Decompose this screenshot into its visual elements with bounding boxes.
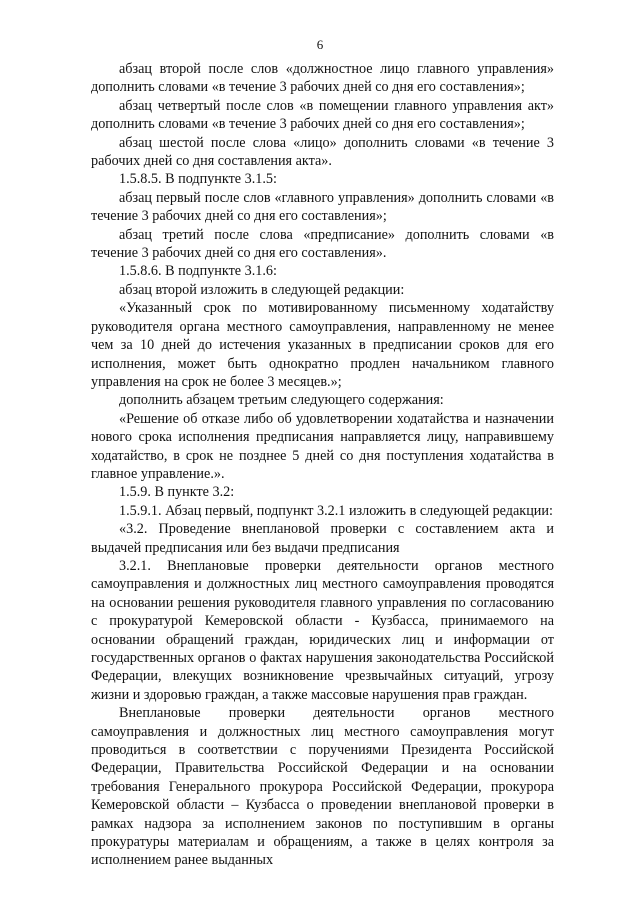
paragraph-amend-para6: абзац шестой после слова «лицо» дополнить словами «в течение 3 рабочих дней со дня составления акта». [91, 134, 554, 170]
subclause-heading-1-5-8-6: 1.5.8.6. В подпункте 3.1.6: [119, 263, 277, 280]
quoted-decision-text: «Решение об отказе либо об удовлетворении ходатайства и назначении нового срока исполнения предписания направляется лицу, направившему ходатайство, в срок не позднее 5 дней со дня поступления ходатайства в главное управление.». [91, 410, 554, 482]
page-number: 6 [316, 37, 324, 52]
quoted-extension-text: «Указанный срок по мотивированному письменному ходатайству руководителя органа местного самоуправления, направленному не менее чем за 10 дней до истечения указанных в предписании сроков для его исполнения, может быть однократно продлен начальником главного управления на срок не более 3 месяцев.»; [91, 300, 554, 390]
quoted-section-3-2-title: «3.2. Проведение внеплановой проверки с составлением акта и выдачей предписания или без выдачи предписания [91, 521, 554, 556]
paragraph-amend-para4: абзац четвертый после слов «в помещении главного управления акт» дополнить словами «в течение 3 рабочих дней со дня его составления»; [91, 97, 554, 133]
paragraph-3-1-5-first: абзац первый после слов «главного управления» дополнить словами «в течение 3 рабочих дней со дня его составления»; [91, 189, 554, 225]
paragraph-amend-para2: абзац второй после слов «должностное лицо главного управления» дополнить словами «в течение 3 рабочих дней со дня его составления»; [91, 61, 554, 96]
document-body [91, 60, 554, 870]
paragraph-3-1-6-second: абзац второй изложить в следующей редакции: [119, 281, 405, 298]
subclause-heading-1-5-8-5: 1.5.8.5. В подпункте 3.1.5: [119, 171, 277, 188]
paragraph-3-1-5-third: абзац третий после слова «предписание» дополнить словами «в течение 3 рабочих дней со дня его составления». [91, 226, 554, 262]
unscheduled-inspections-text: Внеплановые проверки деятельности органов местного самоуправления и должностных лиц местного самоуправления могут проводиться в соответствии с поручениями Президента Российской Федерации, Правительства Российской Федерации и на основании требования Генерального прокурора Российской Федерации, прокурора Кемеровской области – Кузбасса о проведении внеплановой проверки в рамках надзора за исполнением законов по поступившим в органы прокуратуры материалам и обращениям, а также в целях контроля за исполнением ранее выданных [91, 705, 554, 869]
section-3-2-1-text: 3.2.1. Внеплановые проверки деятельности органов местного самоуправления и должностных лиц местного самоуправления проводятся на основании решения руководителя главного управления по согласованию с прокуратурой Кемеровской области - Кузбасса, принимаемого на основании обращений граждан, юридических лиц и информации от государственных органов о фактах нарушения законодательства Российской Федерации, влекущих возникновение чрезвычайных ситуаций, угрозу жизни и здоровью граждан, а также массовые нарушения прав граждан. [91, 557, 554, 703]
paragraph-add-third: дополнить абзацем третьим следующего содержания: [119, 392, 444, 409]
subclause-heading-1-5-9-1: 1.5.9.1. Абзац первый, подпункт 3.2.1 изложить в следующей редакции: [119, 502, 553, 519]
clause-heading-1-5-9: 1.5.9. В пункте 3.2: [119, 484, 235, 501]
